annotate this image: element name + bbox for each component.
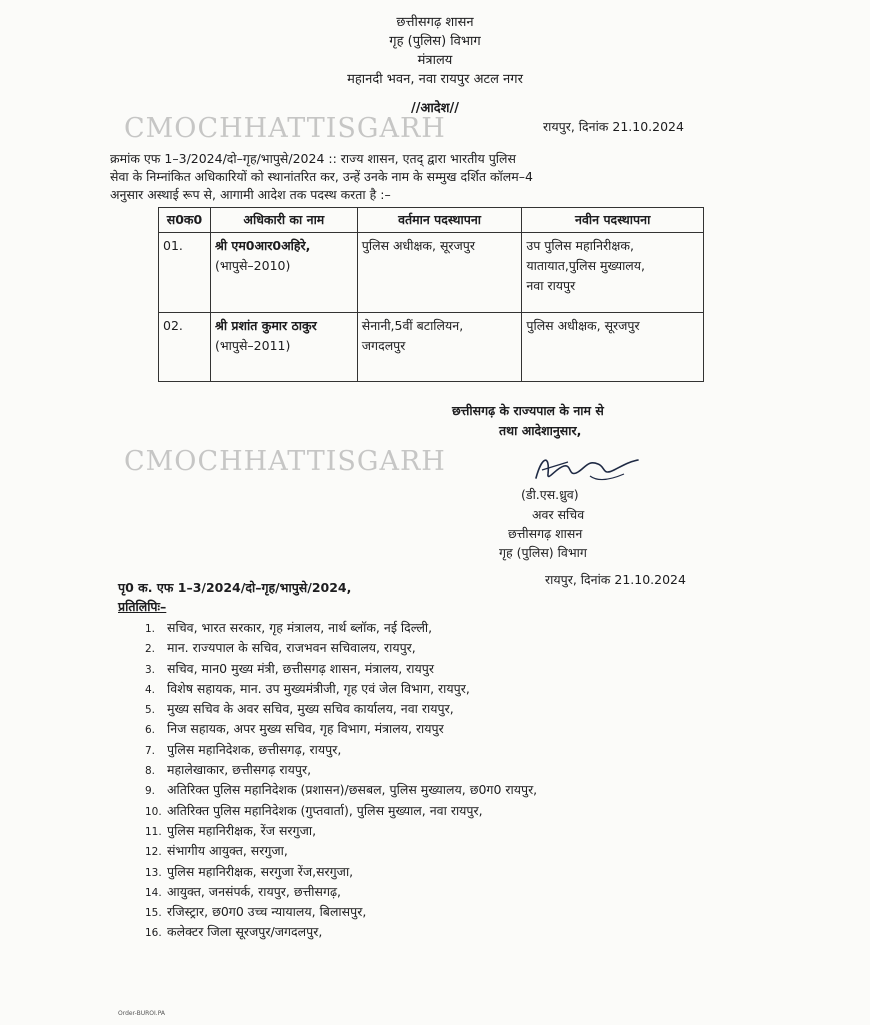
- order-place-date: रायपुर, दिनांक 21.10.2024: [543, 119, 684, 134]
- item-text: मान. राज्यपाल के सचिव, राजभवन सचिवालय, रायपुर,: [167, 640, 416, 656]
- list-item: [145, 618, 537, 638]
- col-header-sno: स0क0: [159, 208, 211, 233]
- col-header-current-posting: वर्तमान पदस्थापना: [357, 208, 522, 233]
- item-number: 6.: [145, 724, 156, 737]
- list-item: [145, 902, 537, 922]
- cell-current-posting: [357, 313, 522, 382]
- current-posting-line: पुलिस अधीक्षक, सूरजपुर: [361, 238, 476, 253]
- item-number: 3.: [145, 663, 156, 676]
- authority-line-1: छत्तीसगढ़ के राज्यपाल के नाम से: [452, 403, 604, 418]
- item-text: अतिरिक्त पुलिस महानिदेशक (गुप्तवार्ता), पुलिस मुख्याल, नवा रायपुर,: [167, 802, 483, 818]
- cell-new-posting: [522, 313, 704, 382]
- item-text: आयुक्त, जनसंपर्क, रायपुर, छत्तीसगढ़,: [167, 883, 342, 899]
- officer-batch: (भापुसे–2010): [214, 258, 291, 273]
- list-item: [145, 760, 537, 780]
- signatory-name: (डी.एस.ध्रुव): [521, 487, 579, 502]
- footer-code: Order-BUROI.PA: [118, 1010, 166, 1017]
- header-line-department: गृह (पुलिस) विभाग: [389, 34, 481, 49]
- item-text: निज सहायक, अपर मुख्य सचिव, गृह विभाग, मंत्रालय, रायपुर: [167, 721, 444, 737]
- item-number: 13.: [145, 866, 162, 879]
- intro-line: सेवा के निम्नांकित अधिकारियों को स्थानांतरित कर, उन्हें उनके नाम के सम्मुख दर्शित कॉलम–4: [110, 169, 533, 184]
- cell-new-posting: [522, 233, 704, 313]
- list-item: [145, 922, 537, 942]
- signatory-designation: अवर सचिव: [532, 507, 585, 522]
- item-text: महालेखाकार, छत्तीसगढ़ रायपुर,: [167, 762, 312, 778]
- watermark-top: CMOCHHATTISGARH: [124, 113, 446, 144]
- item-number: 7.: [145, 744, 156, 757]
- copy-heading: प्रतिलिपिः–: [118, 599, 167, 614]
- item-text: पुलिस महानिरीक्षक, सरगुजा रेंज,सरगुजा,: [167, 863, 354, 879]
- header-line-govt: छत्तीसगढ़ शासन: [396, 15, 474, 30]
- officer-batch: (भापुसे–2011): [214, 338, 291, 353]
- list-item: [145, 882, 537, 902]
- transfer-table: [158, 207, 704, 382]
- item-text: अतिरिक्त पुलिस महानिदेशक (प्रशासन)/छसबल, पुलिस मुख्यालय, छ0ग0 रायपुर,: [167, 782, 538, 798]
- col-header-officer: अधिकारी का नाम: [210, 208, 357, 233]
- new-posting-line: नवा रायपुर: [526, 278, 576, 293]
- item-text: मुख्य सचिव के अवर सचिव, मुख्य सचिव कार्यालय, नवा रायपुर,: [167, 701, 454, 717]
- intro-line: अनुसार अस्थाई रूप से, आगामी आदेश तक पदस्थ करता है :–: [110, 187, 391, 202]
- intro-line: क्रमांक एफ 1–3/2024/दो–गृह/भापुसे/2024 :: राज्य शासन, एतद् द्वारा भारतीय पुलिस: [110, 151, 516, 166]
- current-posting-line: जगदलपुर: [361, 338, 406, 353]
- cell-sno: [159, 233, 211, 313]
- new-posting-line: यातायात,पुलिस मुख्यालय,: [526, 258, 646, 273]
- item-text: पुलिस महानिरीक्षक, रेंज सरगुजा,: [167, 822, 317, 838]
- table-row: [159, 313, 704, 382]
- item-number: 12.: [145, 846, 162, 859]
- order-intro: [110, 150, 710, 204]
- cell-sno: [159, 313, 211, 382]
- header-line-address: महानदी भवन, नवा रायपुर अटल नगर: [347, 72, 523, 87]
- list-item: [145, 780, 537, 800]
- col-header-new-posting: नवीन पदस्थापना: [522, 208, 704, 233]
- endorsement-place-date: रायपुर, दिनांक 21.10.2024: [545, 572, 686, 587]
- current-posting-line: सेनानी,5वीं बटालियन,: [361, 318, 464, 333]
- item-text: सचिव, मान0 मुख्य मंत्री, छत्तीसगढ़ शासन, मंत्रालय, रायपुर: [167, 660, 434, 676]
- header-line-ministry: मंत्रालय: [417, 53, 453, 68]
- signature-scribble: [528, 448, 648, 490]
- list-item: [145, 679, 537, 699]
- cell-current-posting: [357, 233, 522, 313]
- item-text: विशेष सहायक, मान. उप मुख्यमंत्रीजी, गृह एवं जेल विभाग, रायपुर,: [167, 680, 470, 696]
- new-posting-line: उप पुलिस महानिरीक्षक,: [526, 238, 634, 253]
- list-item: [145, 659, 537, 679]
- item-text: संभागीय आयुक्त, सरगुजा,: [167, 843, 288, 859]
- item-text: पुलिस महानिदेशक, छत्तीसगढ़, रायपुर,: [167, 741, 342, 757]
- authority-line-2: तथा आदेशानुसार,: [499, 423, 582, 438]
- list-item: [145, 801, 537, 821]
- item-text: सचिव, भारत सरकार, गृह मंत्रालय, नार्थ ब्लॉक, नई दिल्ली,: [167, 620, 433, 635]
- copy-list: [145, 618, 537, 943]
- item-number: 4.: [145, 683, 156, 696]
- sno-text: 01.: [163, 238, 183, 253]
- list-item: [145, 719, 537, 739]
- table-header-row: [159, 208, 704, 233]
- new-posting-line: पुलिस अधीक्षक, सूरजपुर: [526, 318, 640, 333]
- officer-name: श्री प्रशांत कुमार ठाकुर: [214, 318, 317, 333]
- item-number: 16.: [145, 927, 162, 940]
- item-number: 14.: [145, 886, 162, 899]
- list-item: [145, 821, 537, 841]
- cell-officer: [210, 233, 357, 313]
- item-number: 2.: [145, 643, 156, 656]
- watermark-middle: CMOCHHATTISGARH: [124, 446, 446, 477]
- list-item: [145, 841, 537, 861]
- item-number: 11.: [145, 825, 162, 838]
- item-number: 15.: [145, 907, 162, 920]
- item-number: 8.: [145, 765, 156, 778]
- table-row: [159, 233, 704, 313]
- cell-officer: [210, 313, 357, 382]
- signatory-office-1: छत्तीसगढ़ शासन: [508, 526, 583, 541]
- item-number: 10.: [145, 805, 162, 818]
- item-number: 9.: [145, 785, 156, 798]
- signatory-office-2: गृह (पुलिस) विभाग: [499, 545, 587, 560]
- item-number: 5.: [145, 704, 156, 717]
- list-item: [145, 638, 537, 658]
- list-item: [145, 740, 537, 760]
- order-title: //आदेश//: [410, 101, 460, 116]
- list-item: [145, 862, 537, 882]
- item-number: 1.: [145, 623, 156, 635]
- endorsement-ref: पृ0 क. एफ 1–3/2024/दो–गृह/भापुसे/2024,: [118, 580, 352, 595]
- officer-name: श्री एम0आर0अहिरे,: [214, 238, 311, 253]
- sno-text: 02.: [163, 318, 183, 333]
- item-text: कलेक्टर जिला सूरजपुर/जगदलपुर,: [167, 924, 323, 940]
- item-text: रजिस्ट्रार, छ0ग0 उच्च न्यायालय, बिलासपुर,: [167, 904, 367, 920]
- list-item: [145, 699, 537, 719]
